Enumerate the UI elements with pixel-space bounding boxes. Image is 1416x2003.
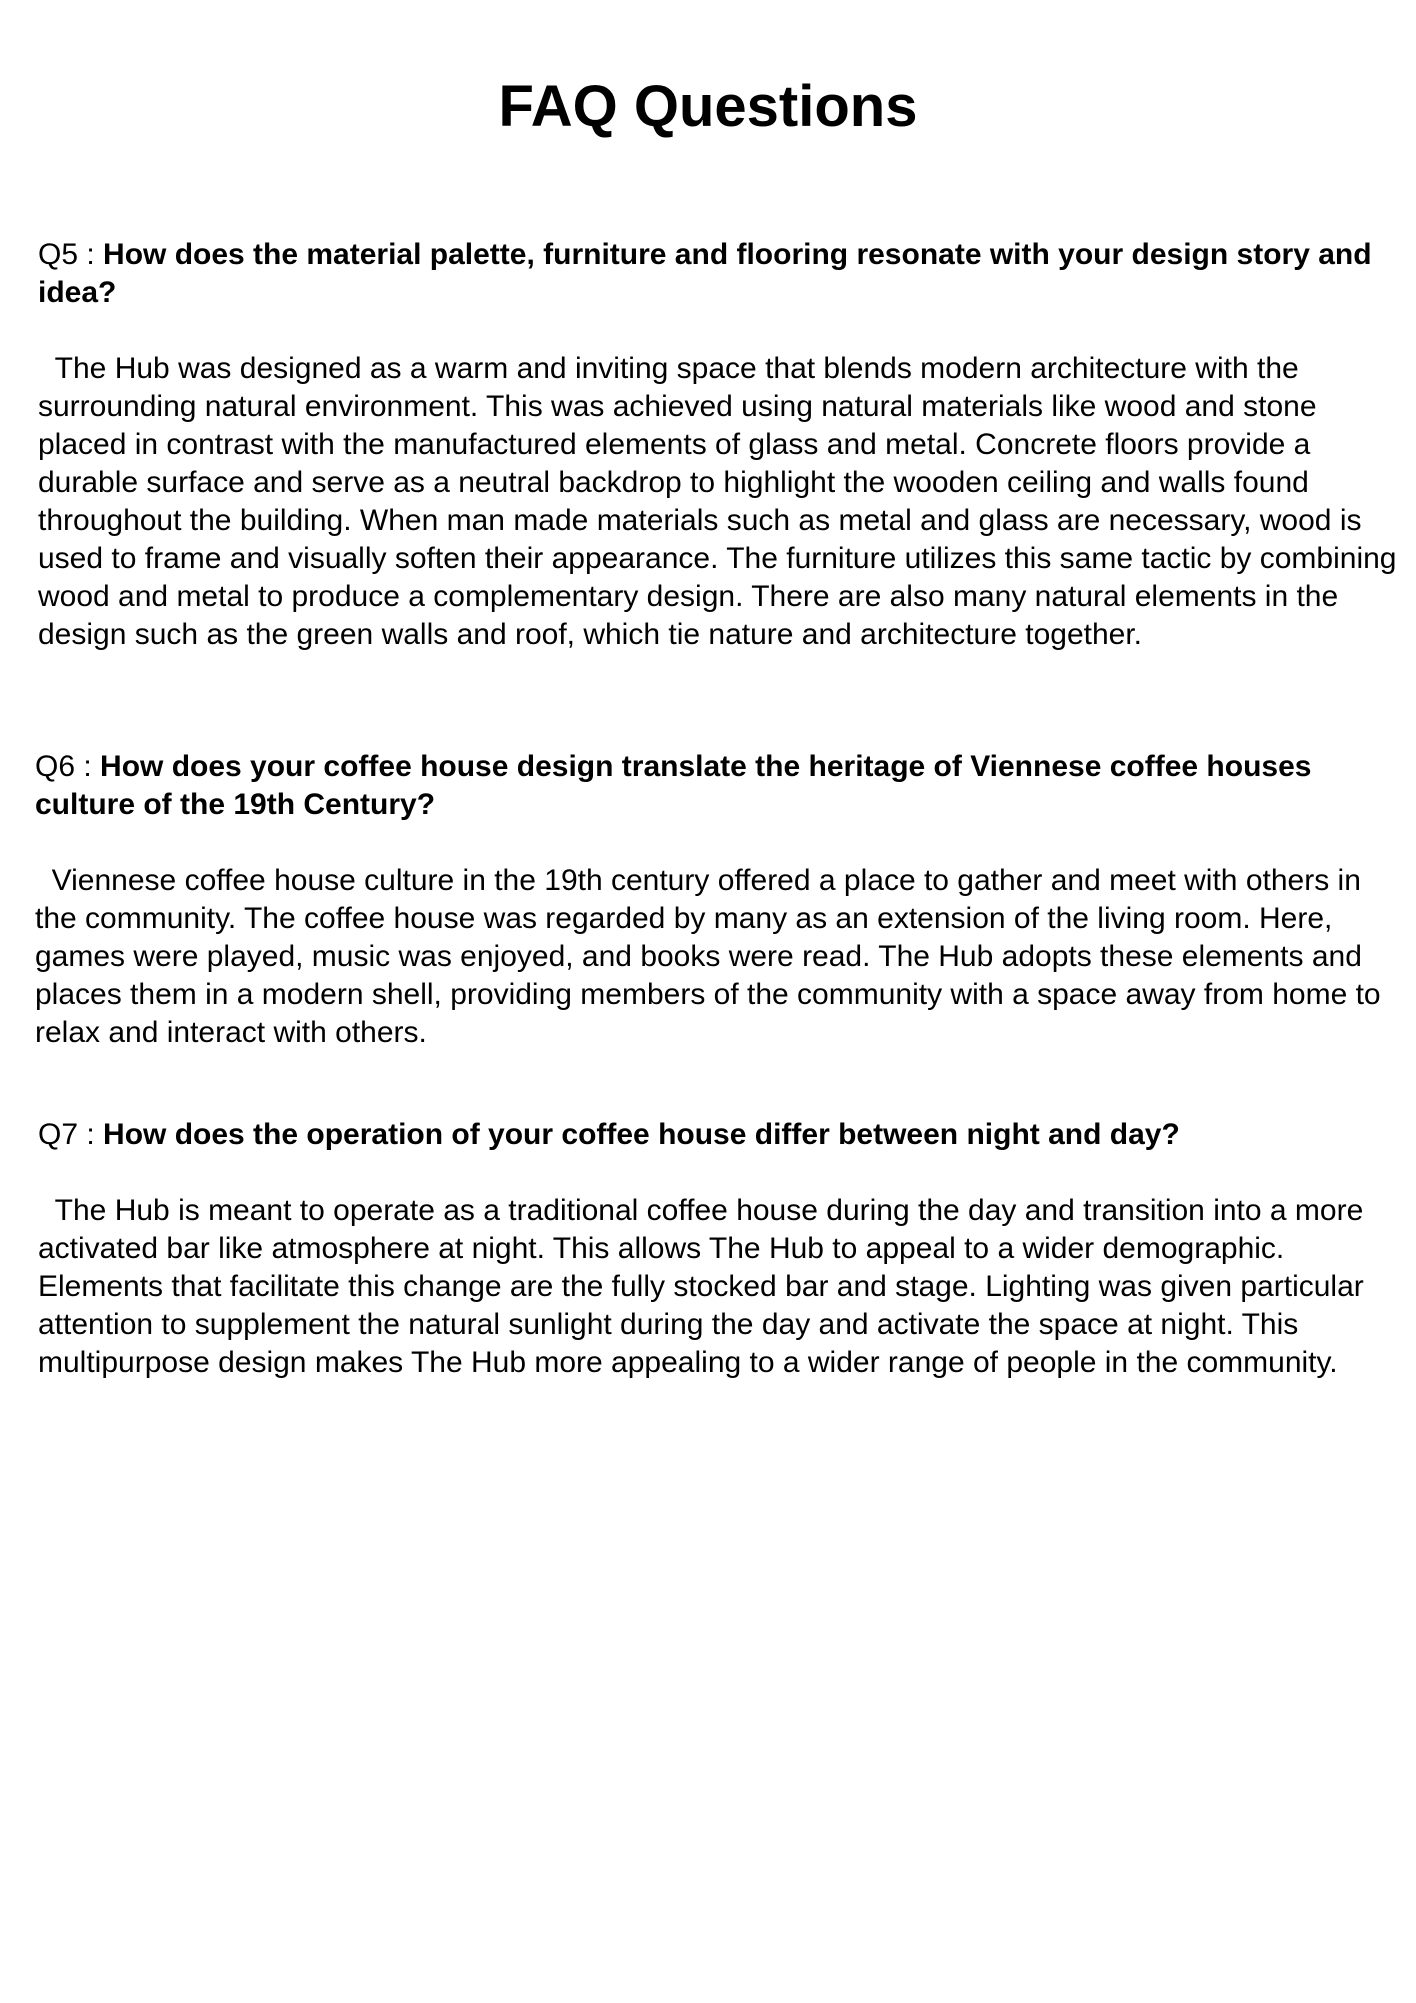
faq-question [38,1116,1398,1154]
question-text: How does the material palette, furniture and flooring resonate with your design story and idea? [38,238,1372,309]
faq-item-q7 [38,1116,1398,1382]
question-label: Q7 : [38,1118,104,1151]
question-text: How does your coffee house design translate the heritage of Viennese coffee houses culture of the 19th Century? [35,750,1312,821]
faq-answer: Viennese coffee house culture in the 19th century offered a place to gather and meet with others in the community. The coffee house was regarded by many as an extension of the living room. Here, games were played, music was enjoyed, and books were read. The Hub adopts these elements and places them in a modern shell, providing members of the community with a space away from home to relax and interact with others. [35,864,1389,1049]
faq-item-q5 [38,236,1405,654]
faq-question [38,236,1398,312]
question-text: How does the operation of your coffee house differ between night and day? [103,1118,1180,1151]
faq-answer: The Hub was designed as a warm and inviting space that blends modern architecture with the surrounding natural environment. This was achieved using natural materials like wood and stone placed in contrast with the manufactured elements of glass and metal. Concrete floors provide a durable surface and serve as a neutral backdrop to highlight the wooden ceiling and walls found throughout the building. When man made materials such as metal and glass are necessary, wood is used to frame and visually soften their appearance. The furniture utilizes this same tactic by combining wood and metal to produce a complementary design. There are also many natural elements in the design such as the green walls and roof, which tie nature and architecture together. [38,352,1405,651]
faq-answer: The Hub is meant to operate as a traditional coffee house during the day and transition into a more activated bar like atmosphere at night. This allows The Hub to appeal to a wider demographic. Elements that facilitate this change are the fully stocked bar and stage. Lighting was given particular attention to supplement the natural sunlight during the day and activate the space at night. This multipurpose design makes The Hub more appealing to a wider range of people in the community. [38,1194,1373,1379]
faq-item-q6 [35,748,1395,1052]
question-label: Q6 : [35,750,101,783]
question-label: Q5 : [38,238,104,271]
page-title: FAQ Questions [498,74,918,139]
faq-question [35,748,1395,824]
